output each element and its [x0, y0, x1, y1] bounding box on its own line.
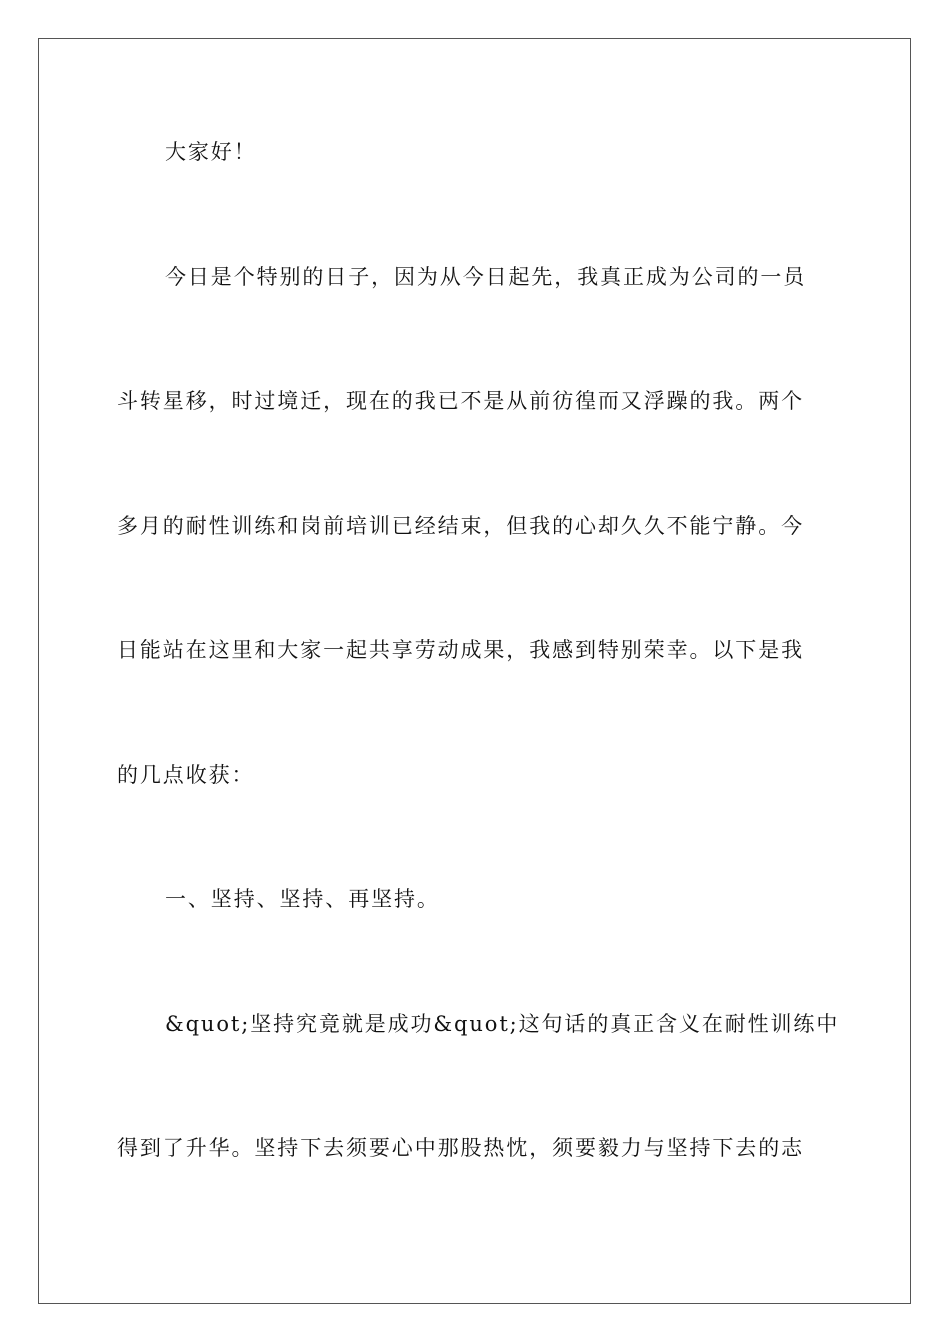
paragraph-line: 日能站在这里和大家一起共享劳动成果，我感到特别荣幸。以下是我	[117, 638, 804, 662]
greeting-line: 大家好！	[165, 140, 257, 164]
paragraph-line: 今日是个特别的日子，因为从今日起先，我真正成为公司的一员	[165, 265, 807, 289]
paragraph-line: 的几点收获：	[117, 763, 255, 787]
section-heading: 一、坚持、坚持、再坚持。	[165, 887, 440, 911]
paragraph-line: &quot;坚持究竟就是成功&quot;这句话的真正含义在耐性训练中	[165, 1012, 840, 1036]
paragraph-line: 得到了升华。坚持下去须要心中那股热忱，须要毅力与坚持下去的志	[117, 1136, 804, 1160]
paragraph-line: 多月的耐性训练和岗前培训已经结束，但我的心却久久不能宁静。今	[117, 514, 804, 538]
paragraph-line: 斗转星移，时过境迁，现在的我已不是从前彷徨而又浮躁的我。两个	[117, 389, 804, 413]
page-frame	[38, 38, 911, 1304]
